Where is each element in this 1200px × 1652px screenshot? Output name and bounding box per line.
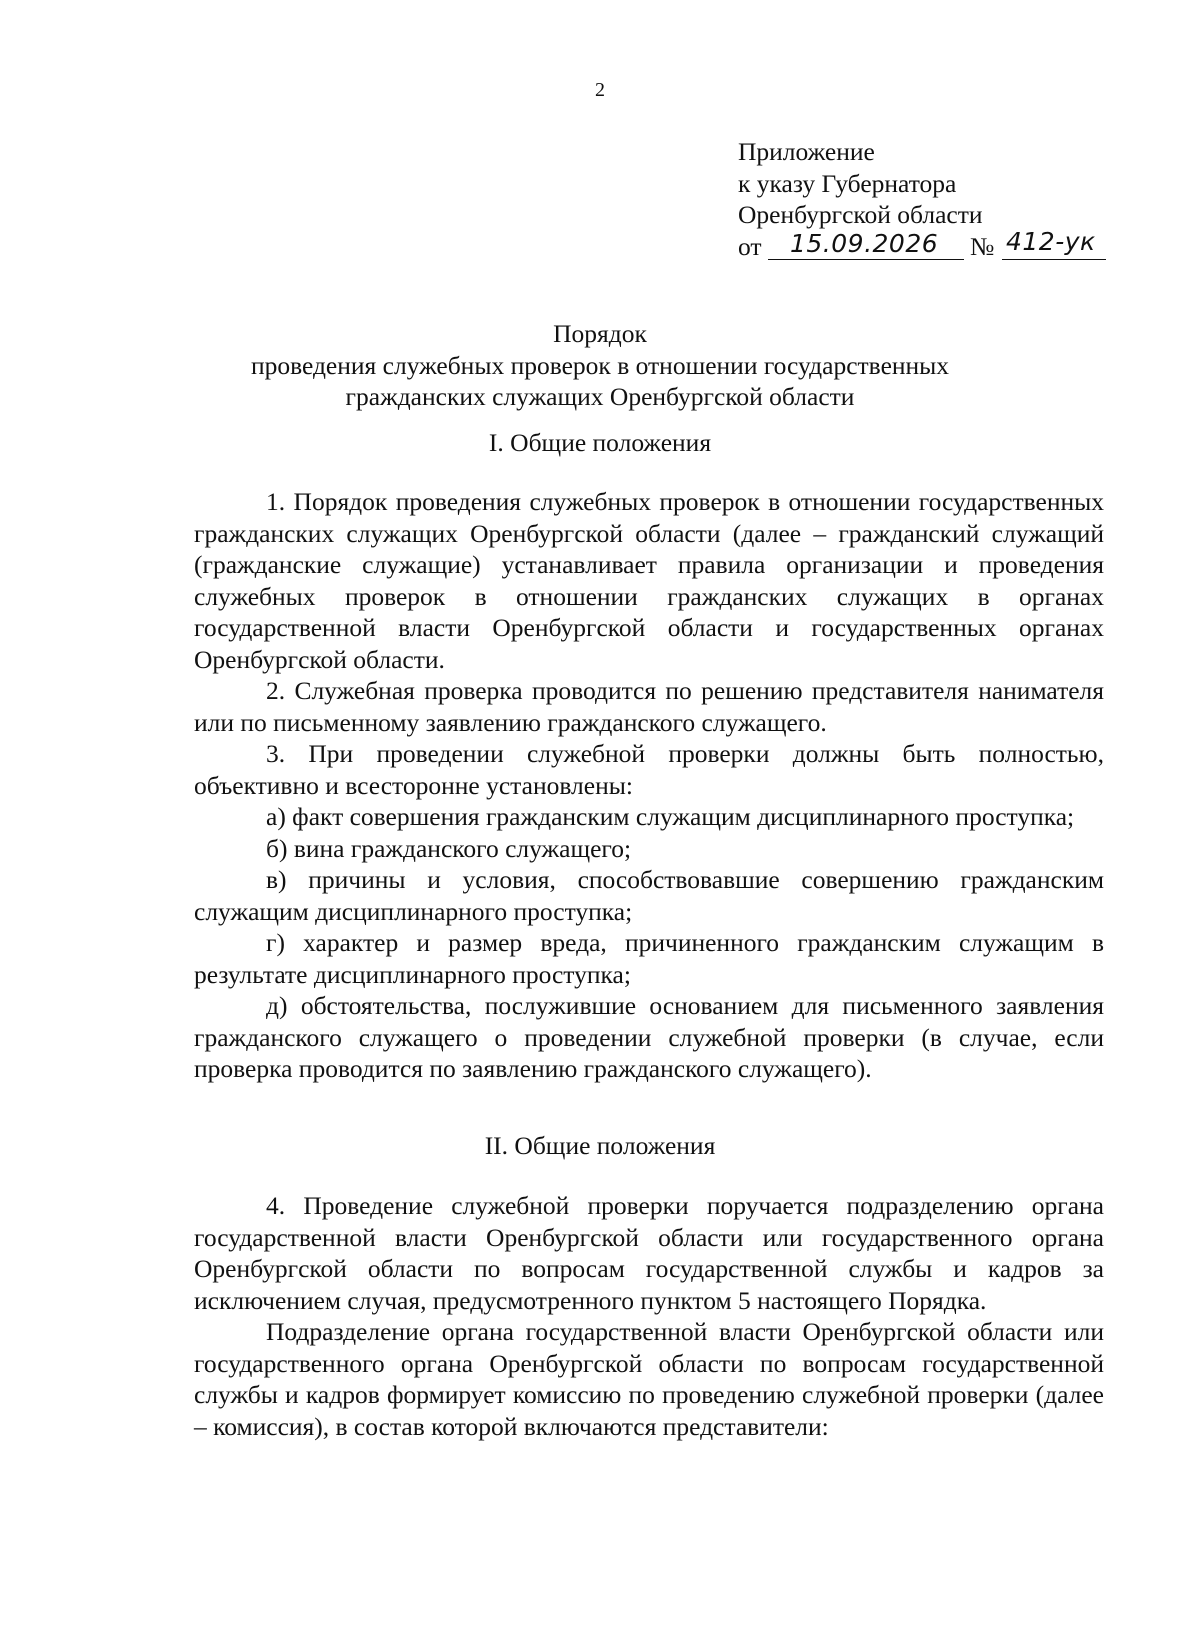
title-line-3: гражданских служащих Оренбургской области bbox=[345, 382, 855, 411]
appendix-line-2: к указу Губернатора bbox=[738, 168, 957, 198]
paragraph: г) характер и размер вреда, причиненного гражданским служащим в результате дисциплинарного проступка; bbox=[194, 928, 1104, 989]
number-label: № bbox=[970, 231, 995, 261]
title-line-1: Порядок bbox=[553, 319, 647, 348]
page-number: 2 bbox=[595, 79, 605, 101]
document-title bbox=[0, 318, 1200, 413]
number-underline bbox=[1002, 259, 1106, 260]
section-1-heading: I. Общие положения bbox=[488, 428, 712, 457]
paragraph: 2. Служебная проверка проводится по решению представителя нанимателя или по письменному заявлению гражданского служащего. bbox=[194, 676, 1104, 737]
decree-date-number-line bbox=[738, 226, 1118, 263]
section-1-body bbox=[194, 486, 1104, 1085]
paragraph: а) факт совершения гражданским служащим дисциплинарного проступка; bbox=[266, 802, 1075, 831]
section-2-body bbox=[194, 1190, 1104, 1442]
title-line-2: проведения служебных проверок в отношении государственных bbox=[250, 350, 950, 380]
paragraph: б) вина гражданского служащего; bbox=[266, 833, 632, 863]
paragraph: д) обстоятельства, послужившие основанием для письменного заявления гражданского служащего о проведении служебной проверки (в случае, если проверка проводится по заявлению гражданского служащего). bbox=[194, 991, 1104, 1083]
from-label: от bbox=[738, 231, 762, 261]
handwritten-number: 412-ук bbox=[1006, 226, 1096, 256]
handwritten-date: 15.09.2026 bbox=[790, 228, 939, 258]
appendix-header bbox=[738, 136, 1118, 263]
paragraph: 3. При проведении служебной проверки должны быть полностью, объективно и всесторонне установлены: bbox=[194, 739, 1104, 800]
paragraph: в) причины и условия, способствовавшие совершению гражданским служащим дисциплинарного проступка; bbox=[194, 865, 1104, 926]
paragraph: Подразделение органа государственной власти Оренбургской области или государственного органа Оренбургской области по вопросам государственной службы и кадров формирует комиссию по проведению служебной проверки (далее – комиссия), в состав которой включаются представители: bbox=[194, 1317, 1104, 1441]
paragraph: 4. Проведение служебной проверки поручается подразделению органа государственной власти Оренбургской области или государственного органа Оренбургской области по вопросам государственной службы и кадров за исключением случая, предусмотренного пунктом 5 настоящего Порядка. bbox=[194, 1191, 1104, 1315]
paragraph: 1. Порядок проведения служебных проверок в отношении государственных гражданских служащих Оренбургской области (далее – гражданский служащий (гражданские служащие) устанавливает правила организации и проведения служебных проверок в отношении гражданских служащих в органах государственной власти Оренбургской области и государственных органах Оренбургской области. bbox=[194, 487, 1104, 674]
appendix-line-1: Приложение bbox=[738, 137, 875, 166]
section-2-heading: II. Общие положения bbox=[484, 1131, 716, 1160]
appendix-line-3: Оренбургской области bbox=[738, 200, 983, 229]
